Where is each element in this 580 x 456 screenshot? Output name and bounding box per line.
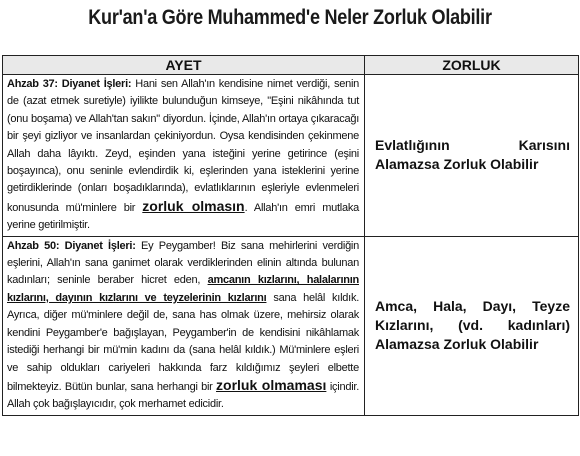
header-ayet: AYET <box>3 56 365 75</box>
zorluk-highlight: zorluk olmasın <box>142 197 245 214</box>
verse-text-end: içindir. Allah çok bağışlayıcıdır, çok merhamet edicidir. <box>7 380 359 411</box>
table-row <box>3 236 579 415</box>
page-title: Kur'an'a Göre Muhammed'e Neler Zorluk Olabilir <box>88 6 492 29</box>
zorluk-cell: Amca, Hala, Dayı, Teyze Kızlarını, (vd. kadınları) Alamazsa Zorluk Olabilir <box>365 236 579 415</box>
verse-reference: Ahzab 37: Diyanet İşleri: <box>7 78 132 90</box>
verse-reference: Ahzab 50: Diyanet İşleri: <box>7 239 136 252</box>
header-zorluk: ZORLUK <box>365 56 579 75</box>
zorluk-highlight: zorluk olmaması <box>216 376 327 393</box>
underlined-relatives: amcanın kızlarını, halalarının kızlarını, dayının kızlarını ve teyzelerinin kızlarını <box>7 274 359 304</box>
verses-table <box>2 55 579 416</box>
verse-text-end: . Allah'ın emri mutlaka yerine getirilmiştir. <box>7 201 359 232</box>
header-row <box>3 56 579 75</box>
zorluk-cell: Evlatlığının Karısını Alamazsa Zorluk Olabilir <box>365 75 579 237</box>
verse-text: Hani sen Allah'ın kendisine nimet verdiği, senin de (azat etmek suretiyle) iyilikte bulunduğun kimseye, "Eşini nikâhında tut (onu boşama) ve Allah'tan sakın" diyordun. İçinde, Allah'ın ortaya çıkaracağı bir şeyi gizliyor ve insanlardan çekiniyordun. Oysa kendisinden çekinmene Allah daha lâyıktı. Zeyd, eşinden yana isteğini yerine getirince (eşini boşayınca), onu seninle evlendirdik ki, eşlerinden yana isteklerini yerine getirdiklerinde (onları boşadıklarında), evlatlıklarının eşleriyle evlenmeleri konusunda mü'minlere bir <box>7 78 360 214</box>
ayet-cell <box>3 75 365 237</box>
verse-text: Ey Peygamber! Biz sana mehirlerini verdiğin eşlerini, Allah'ın sana ganimet olarak verdiklerinden elinin altında bulunan kadınları; seninle beraber hicret eden, <box>7 239 359 287</box>
table-row <box>3 75 579 237</box>
verse-text-middle: sana helâl kıldık. Ayrıca, diğer mü'minlere değil de, sana has olmak üzere, mehirsiz olarak kendini Peygamber'e bağışlayan, Peygamber'in de kendisini nikâhlamak istediği herhangi bir mü'min kadını da (sana helâl kıldık.) Mü'minlere eşleri ve sahip oldukları cariyeleri hakkında farz kıldığımız şeyleri elbette bilmekteyiz. Bütün bunlar, sana herhangi bir <box>7 291 359 393</box>
ayet-cell <box>3 236 365 415</box>
